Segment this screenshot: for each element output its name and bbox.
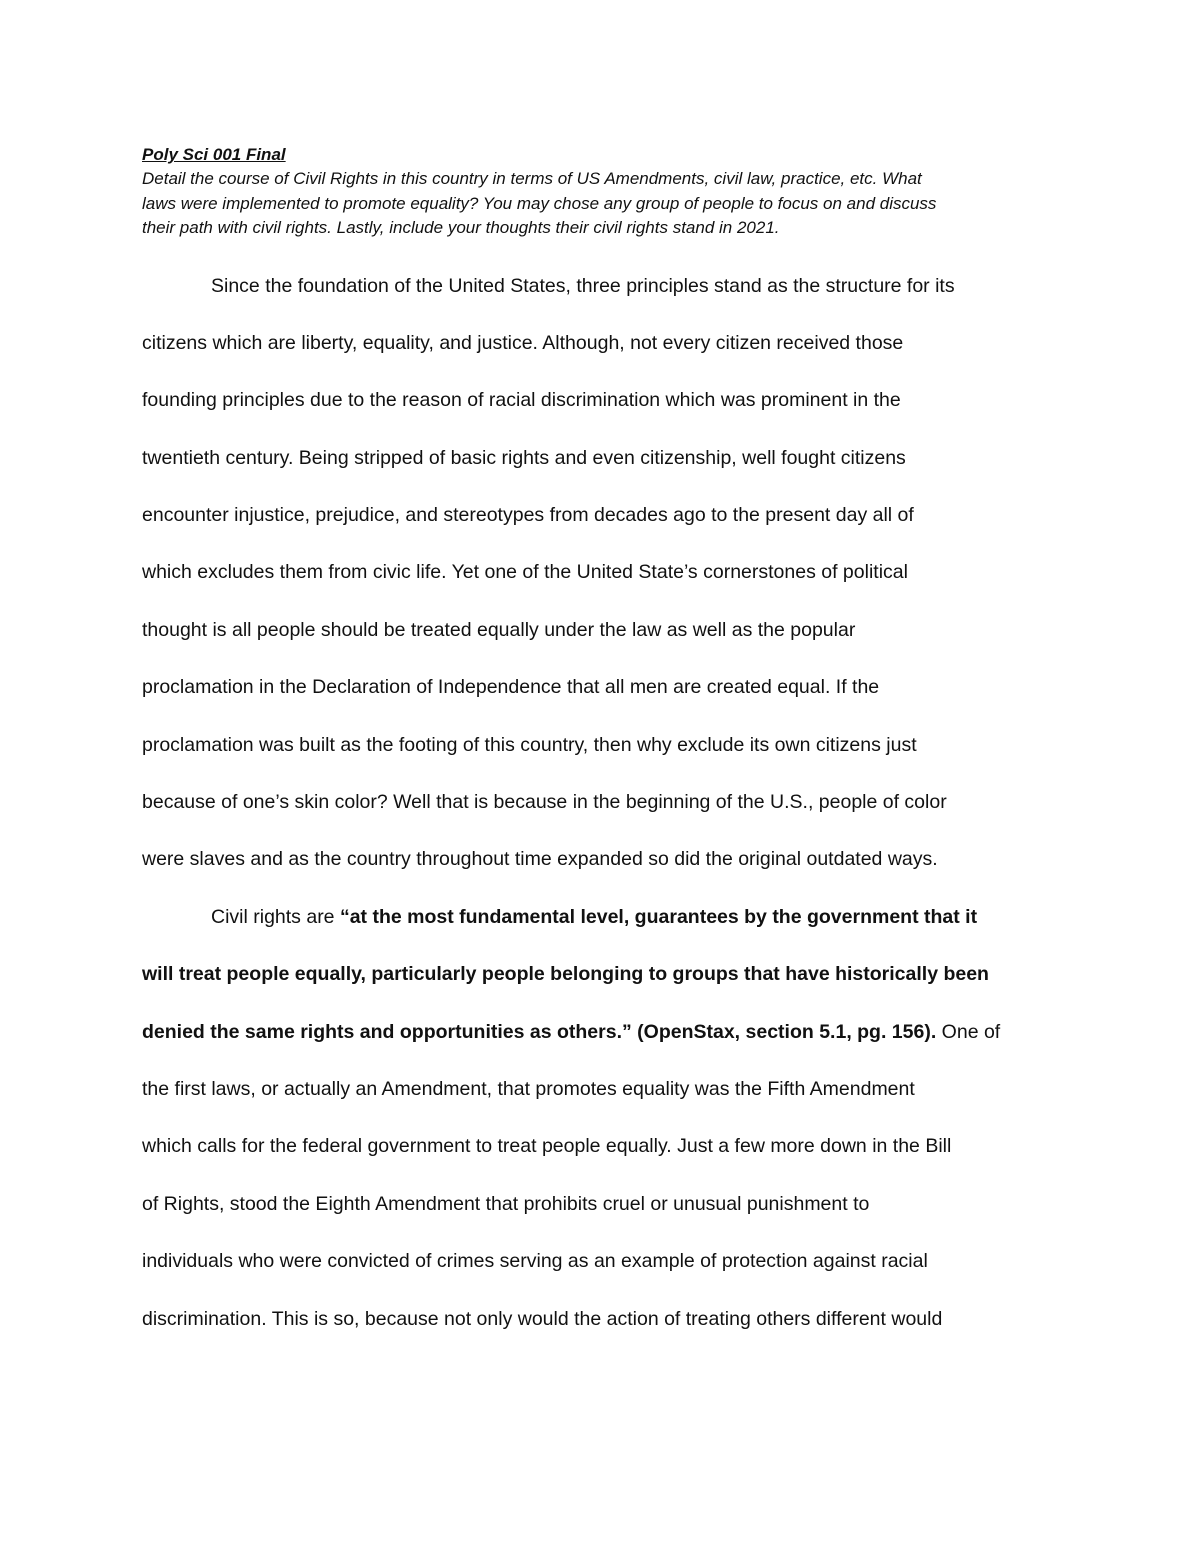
paragraph-line: founding principles due to the reason of racial discrimination which was prominent in the <box>142 389 901 412</box>
plain-text: One of <box>936 1020 1001 1043</box>
paragraph-line: thought is all people should be treated equally under the law as well as the popular <box>142 618 856 641</box>
paragraph-line: citizens which are liberty, equality, and justice. Although, not every citizen received those <box>142 331 904 354</box>
prompt-line: their path with civil rights. Lastly, include your thoughts their civil rights stand in 2021. <box>142 218 780 237</box>
paragraph-1 <box>142 258 1062 889</box>
citation: denied the same rights and opportunities as others.” (OpenStax, section 5.1, pg. 156). <box>142 1020 937 1043</box>
paragraph-line: proclamation in the Declaration of Independence that all men are created equal. If the <box>142 676 880 699</box>
document-title: Poly Sci 001 Final <box>142 145 286 164</box>
document-content <box>142 143 1062 1348</box>
paragraph-line: because of one’s skin color? Well that is because in the beginning of the U.S., people of color <box>142 791 947 814</box>
paragraph-line: individuals who were convicted of crimes serving as an example of protection against racial <box>142 1250 928 1273</box>
paragraph-2 <box>142 889 1062 1348</box>
paragraph-line: discrimination. This is so, because not only would the action of treating others different would <box>142 1307 943 1330</box>
essay-body <box>142 258 1062 1348</box>
paragraph-line: which excludes them from civic life. Yet one of the United State’s cornerstones of political <box>142 561 908 584</box>
paragraph-line: which calls for the federal government to treat people equally. Just a few more down in the Bill <box>142 1135 952 1158</box>
prompt-line: laws were implemented to promote equality? You may chose any group of people to focus on and discuss <box>142 193 937 213</box>
plain-text: Civil rights are <box>211 905 340 928</box>
paragraph-line <box>142 1004 1062 1061</box>
quoted-definition-line: will treat people equally, particularly people belonging to groups that have historically been <box>142 963 989 986</box>
prompt-line: Detail the course of Civil Rights in this country in terms of US Amendments, civil law, practice, etc. What <box>142 169 922 188</box>
paragraph-line: twentieth century. Being stripped of basic rights and even citizenship, well fought citizens <box>142 446 906 469</box>
paragraph-line <box>142 889 1062 946</box>
paragraph-line: proclamation was built as the footing of this country, then why exclude its own citizens just <box>142 733 917 756</box>
paragraph-line: were slaves and as the country throughout time expanded so did the original outdated ways. <box>142 848 938 871</box>
assignment-prompt <box>142 167 1062 241</box>
paragraph-line: of Rights, stood the Eighth Amendment that prohibits cruel or unusual punishment to <box>142 1192 870 1215</box>
paragraph-line: encounter injustice, prejudice, and stereotypes from decades ago to the present day all of <box>142 504 914 527</box>
quoted-definition: “at the most fundamental level, guarantees by the government that it <box>339 905 978 928</box>
paragraph-line: Since the foundation of the United States, three principles stand as the structure for its <box>211 274 955 297</box>
paragraph-line: the first laws, or actually an Amendment, that promotes equality was the Fifth Amendment <box>142 1077 915 1100</box>
